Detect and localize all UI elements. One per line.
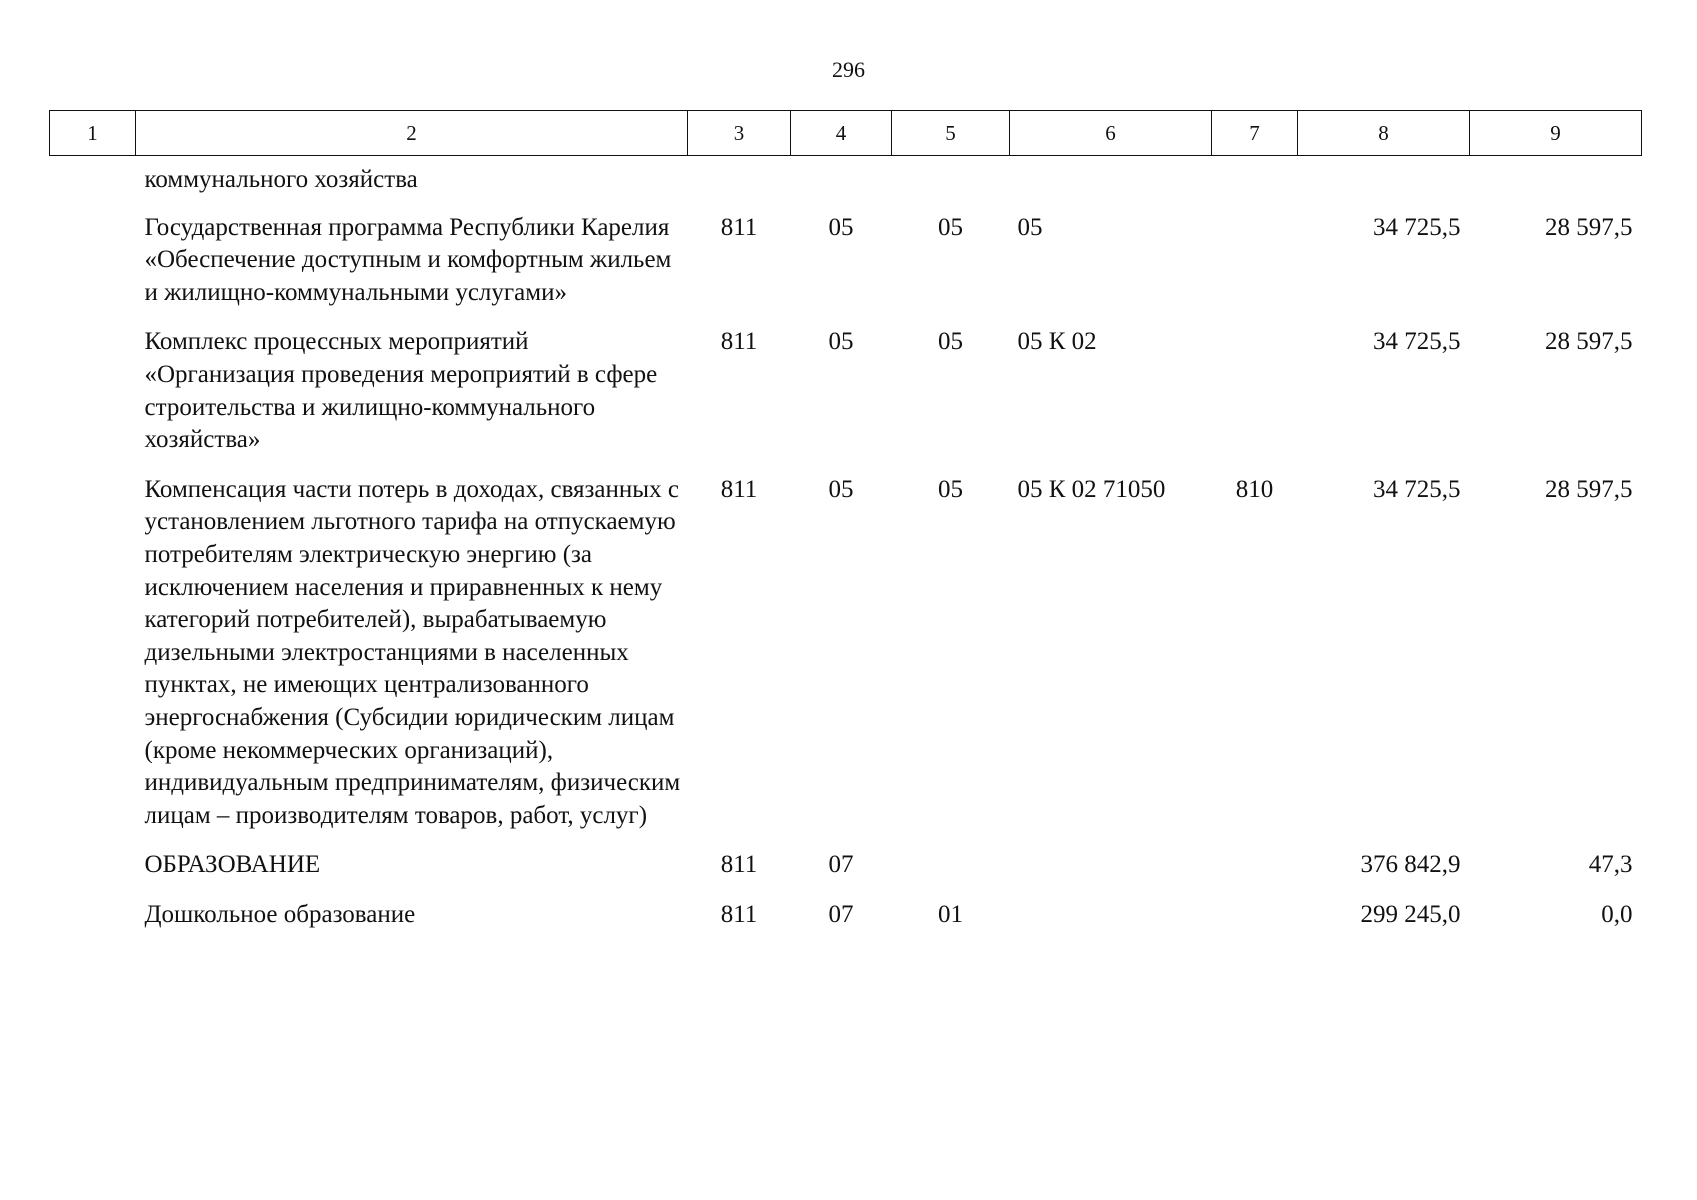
ministry-code: 811 [720, 851, 758, 879]
amount-col-8: 376 842,9 [1360, 851, 1461, 879]
column-number-header [50, 111, 1642, 156]
section-code: 05 [828, 328, 854, 356]
section-code: 07 [828, 851, 854, 879]
subsection-code: 05 [938, 213, 963, 241]
page-number: 296 [832, 57, 865, 82]
header-col-5: 5 [892, 111, 1010, 156]
item-name: Государственная программа Республики Карелия «Обеспечение доступным и комфортным жильем и жилищно-коммунальными услугами» [144, 213, 672, 306]
amount-col-8: 34 725,5 [1373, 213, 1461, 241]
target-article-code: 05 К 02 71050 [1017, 475, 1166, 503]
amount-col-8: 299 245,0 [1360, 900, 1461, 928]
item-name: Компенсация части потерь в доходах, связанных с установлением льготного тарифа на отпускаемую потребителям электрическую энергию (за исключением населения и приравненных к нему категорий потребителей), вырабатываемую дизельными электростанциями в населенных пунктах, не имеющих централизованного энергоснабжения (Субсидии юридическим лицам (кроме некоммерческих организаций), индивидуальным предпринимателям, физическим лицам – производителям товаров, работ, услуг) [144, 475, 681, 829]
section-code [791, 156, 892, 202]
subsection-code: 05 [938, 328, 963, 356]
subsection-code: 01 [938, 900, 963, 928]
header-col-8: 8 [1298, 111, 1470, 156]
target-article-code: 05 К 02 [1017, 328, 1097, 356]
ministry-code: 811 [720, 475, 758, 503]
header-col-9: 9 [1470, 111, 1642, 156]
amount-col-9: 0,0 [1601, 900, 1633, 928]
row-index-cell [50, 316, 136, 463]
budget-table [49, 110, 1642, 938]
expense-type-code [1212, 202, 1298, 317]
target-article-code [1010, 889, 1212, 939]
header-col-6: 6 [1010, 111, 1212, 156]
ministry-code: 811 [720, 900, 758, 928]
table-row [50, 316, 1642, 463]
amount-col-9: 28 597,5 [1545, 475, 1633, 503]
item-name: коммунального хозяйства [144, 166, 418, 193]
row-index-cell [50, 889, 136, 939]
section-code: 05 [828, 475, 854, 503]
table-row [50, 839, 1642, 889]
target-article-code [1010, 156, 1212, 202]
expense-type-code [1212, 839, 1298, 889]
amount-col-9: 28 597,5 [1545, 213, 1633, 241]
expense-type-code [1212, 156, 1298, 202]
ministry-code: 811 [720, 213, 758, 241]
section-code: 05 [828, 213, 854, 241]
item-name: ОБРАЗОВАНИЕ [144, 851, 321, 879]
header-col-1: 1 [50, 111, 136, 156]
header-col-2: 2 [136, 111, 688, 156]
item-name: Дошкольное образование [144, 900, 416, 928]
amount-col-9 [1470, 156, 1642, 202]
ministry-code [688, 156, 791, 202]
amount-col-8 [1298, 156, 1470, 202]
ministry-code: 811 [720, 328, 758, 356]
row-index-cell [50, 839, 136, 889]
item-name: Комплекс процессных мероприятий «Организация проведения мероприятий в сфере строительства и жилищно-коммунального хозяйства» [144, 328, 658, 454]
row-index-cell [50, 464, 136, 840]
subsection-code: 05 [938, 475, 963, 503]
expense-type-code [1212, 889, 1298, 939]
row-index-cell [50, 202, 136, 317]
table-row [50, 202, 1642, 317]
target-article-code [1010, 839, 1212, 889]
table-row [50, 156, 1642, 202]
amount-col-9: 47,3 [1588, 851, 1633, 879]
table-row [50, 889, 1642, 939]
row-index-cell [50, 156, 136, 202]
target-article-code: 05 [1017, 213, 1043, 241]
expense-type-code [1212, 316, 1298, 463]
section-code: 07 [828, 900, 854, 928]
header-col-4: 4 [791, 111, 892, 156]
amount-col-8: 34 725,5 [1373, 475, 1461, 503]
header-col-3: 3 [688, 111, 791, 156]
header-col-7: 7 [1212, 111, 1298, 156]
amount-col-8: 34 725,5 [1373, 328, 1461, 356]
table-row [50, 464, 1642, 840]
expense-type-code: 810 [1235, 475, 1274, 503]
subsection-code [892, 839, 1010, 889]
subsection-code [892, 156, 1010, 202]
amount-col-9: 28 597,5 [1545, 328, 1633, 356]
